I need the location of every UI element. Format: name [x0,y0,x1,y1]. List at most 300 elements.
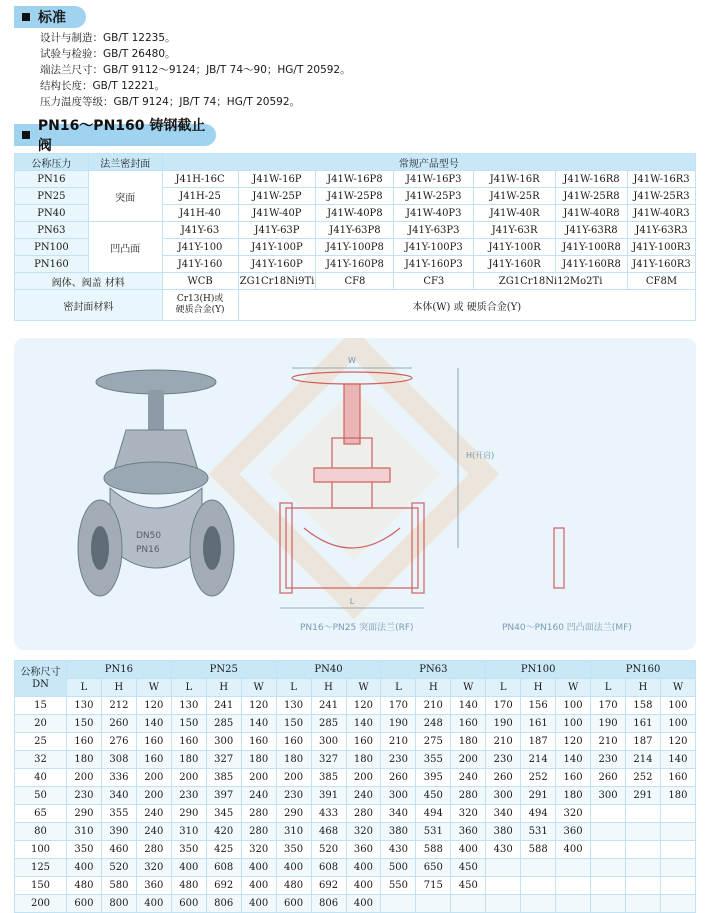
value-cell: 190 [381,715,416,733]
value-cell: 430 [381,841,416,859]
value-cell: 400 [241,859,276,877]
value-cell: 240 [346,787,381,805]
value-cell: 400 [276,859,311,877]
value-cell: 187 [626,733,661,751]
pressure-cell: PN160 [15,256,89,273]
value-cell [381,895,416,913]
value-cell: 390 [101,823,136,841]
section-title: PN16～PN160 铸钢截止阀 [37,118,206,154]
pressure-cell: PN16 [15,171,89,188]
value-cell: 520 [311,841,346,859]
value-cell: 230 [591,751,626,769]
value-cell [626,841,661,859]
value-cell: 340 [381,805,416,823]
value-cell: 160 [136,733,171,751]
value-cell: 531 [521,823,556,841]
dn-cell: 200 [15,895,67,913]
value-cell: 320 [346,823,381,841]
value-cell: 385 [206,769,241,787]
dn-cell: 150 [15,877,67,895]
model-cell: J41W-40R8 [556,205,628,222]
model-cell: J41Y-100R8 [556,239,628,256]
group-header: PN160 [591,661,696,679]
value-cell: 120 [660,733,695,751]
model-cell: J41Y-63P3 [394,222,474,239]
model-cell: J41W-16P [238,171,316,188]
value-cell: 400 [346,895,381,913]
square-bullet-icon [22,131,30,139]
sub-header: H [626,679,661,697]
value-cell: 260 [486,769,521,787]
value-cell: 494 [416,805,451,823]
model-cell: J41Y-160P [238,256,316,273]
dn-cell: 80 [15,823,67,841]
value-cell: 400 [136,895,171,913]
value-cell: 210 [591,733,626,751]
model-cell: J41Y-160R8 [556,256,628,273]
value-cell: 150 [171,715,206,733]
value-cell: 180 [171,751,206,769]
value-cell [486,895,521,913]
value-cell: 355 [416,751,451,769]
value-cell: 160 [241,733,276,751]
value-cell: 241 [206,697,241,715]
value-cell: 385 [311,769,346,787]
material-cell: WCB [162,273,238,290]
header-cell: 常规产品型号 [162,154,695,171]
model-cell: J41Y-63R8 [556,222,628,239]
value-cell: 608 [311,859,346,877]
value-cell: 200 [451,751,486,769]
value-cell: 120 [136,697,171,715]
square-bullet-icon [22,13,30,21]
pressure-cell: PN25 [15,188,89,205]
value-cell: 520 [101,859,136,877]
value-cell: 187 [521,733,556,751]
value-cell: 160 [451,715,486,733]
model-cell: J41W-25R [474,188,556,205]
value-cell: 310 [171,823,206,841]
value-cell: 156 [521,697,556,715]
value-cell: 500 [381,859,416,877]
model-cell: J41W-40R [474,205,556,222]
value-cell [626,895,661,913]
value-cell: 130 [171,697,206,715]
dim-w-label: W [348,356,356,365]
value-cell: 100 [660,697,695,715]
table-row [15,715,696,733]
model-cell: J41W-16R8 [556,171,628,188]
value-cell: 285 [206,715,241,733]
value-cell [556,877,591,895]
sub-header: H [416,679,451,697]
value-cell: 170 [591,697,626,715]
value-cell: 200 [67,769,102,787]
value-cell: 190 [486,715,521,733]
model-cell: J41W-16P3 [394,171,474,188]
value-cell: 100 [556,715,591,733]
seal-cell: 凹凸面 [88,222,162,273]
value-cell: 380 [381,823,416,841]
value-cell: 120 [346,697,381,715]
value-cell: 531 [416,823,451,841]
value-cell: 450 [451,877,486,895]
sub-header: W [241,679,276,697]
value-cell: 600 [171,895,206,913]
value-cell: 391 [311,787,346,805]
caption-rf: PN16～PN25 突面法兰(RF) [300,623,414,633]
model-cell: J41H-16C [162,171,238,188]
value-cell: 320 [451,805,486,823]
dn-cell: 20 [15,715,67,733]
value-cell [521,859,556,877]
standard-line: 试验与检验：GB/T 26480。 [40,48,176,60]
valve-mark: PN16 [136,545,160,555]
value-cell: 200 [241,769,276,787]
value-cell: 180 [67,751,102,769]
dn-header-line: DN [32,678,49,690]
value-cell: 150 [67,715,102,733]
value-cell: 260 [101,715,136,733]
pressure-cell: PN40 [15,205,89,222]
value-cell: 260 [381,769,416,787]
value-cell: 460 [101,841,136,859]
value-cell: 350 [276,841,311,859]
value-cell [416,895,451,913]
value-cell: 260 [591,769,626,787]
value-cell: 285 [311,715,346,733]
value-cell [591,895,626,913]
model-cell: J41W-25R3 [627,188,695,205]
section-header-product [14,118,216,154]
model-cell: J41Y-100R [474,239,556,256]
seal-material-rest: 本体(W) 或 硬质合金(Y) [238,290,696,321]
value-cell: 291 [626,787,661,805]
value-cell: 161 [521,715,556,733]
table-row [15,823,696,841]
table-row [15,769,696,787]
valve-photo [78,370,234,596]
value-cell: 276 [101,733,136,751]
dim-l-label: L [349,597,355,606]
section-header-standard [14,6,86,28]
dn-cell: 15 [15,697,67,715]
model-cell: J41Y-63 [162,222,238,239]
value-cell: 480 [276,877,311,895]
value-cell: 150 [276,715,311,733]
value-cell: 327 [311,751,346,769]
dn-cell: 32 [15,751,67,769]
value-cell: 130 [67,697,102,715]
material-cell: ZG1Cr18Ni9Ti [238,273,316,290]
sub-header: H [311,679,346,697]
value-cell: 180 [451,733,486,751]
value-cell: 480 [171,877,206,895]
value-cell: 280 [241,823,276,841]
value-cell: 360 [556,823,591,841]
model-cell: J41Y-100R3 [627,239,695,256]
value-cell [556,895,591,913]
value-cell: 320 [556,805,591,823]
table-row [15,841,696,859]
value-cell: 240 [451,769,486,787]
value-cell: 350 [67,841,102,859]
value-cell: 241 [311,697,346,715]
value-cell: 230 [381,751,416,769]
value-cell: 280 [346,805,381,823]
material-cell: CF8 [316,273,394,290]
model-cell: J41Y-100P3 [394,239,474,256]
value-cell: 450 [416,787,451,805]
value-cell: 340 [101,787,136,805]
value-cell: 180 [346,751,381,769]
value-cell: 608 [206,859,241,877]
value-cell: 120 [241,697,276,715]
value-cell: 230 [171,787,206,805]
table-row [15,895,696,913]
value-cell: 100 [556,697,591,715]
value-cell [486,877,521,895]
value-cell: 210 [381,733,416,751]
value-cell [660,805,695,823]
value-cell: 494 [521,805,556,823]
seal-material-line: 硬质合金(Y) [175,305,225,315]
group-header: PN63 [381,661,486,679]
value-cell: 290 [67,805,102,823]
value-cell [626,805,661,823]
value-cell: 400 [241,877,276,895]
value-cell: 200 [276,769,311,787]
value-cell: 160 [660,769,695,787]
dn-header [15,661,67,697]
standard-line: 端法兰尺寸：GB/T 9112～9124；JB/T 74～90；HG/T 20592。 [40,64,351,76]
value-cell [626,823,661,841]
value-cell: 355 [101,805,136,823]
model-cell: J41Y-160P3 [394,256,474,273]
value-cell: 275 [416,733,451,751]
value-cell: 290 [171,805,206,823]
value-cell: 340 [486,805,521,823]
value-cell: 425 [206,841,241,859]
sub-header: L [276,679,311,697]
sub-header: H [206,679,241,697]
dn-cell: 100 [15,841,67,859]
value-cell: 310 [67,823,102,841]
dn-cell: 40 [15,769,67,787]
sub-header: L [486,679,521,697]
value-cell: 130 [276,697,311,715]
model-cell: J41Y-100P [238,239,316,256]
material-cell: CF3 [394,273,474,290]
value-cell [556,859,591,877]
sub-header: L [171,679,206,697]
value-cell [521,895,556,913]
dn-cell: 25 [15,733,67,751]
standard-line: 结构长度：GB/T 12221。 [40,80,166,92]
value-cell: 290 [276,805,311,823]
value-cell: 310 [276,823,311,841]
value-cell: 433 [311,805,346,823]
value-cell: 170 [486,697,521,715]
group-header: PN25 [171,661,276,679]
model-cell: J41Y-63P [238,222,316,239]
value-cell: 692 [206,877,241,895]
model-table [14,153,696,321]
value-cell [486,859,521,877]
sub-header: H [521,679,556,697]
seal-cell: 突面 [88,171,162,222]
model-cell: J41Y-100 [162,239,238,256]
sub-header: W [660,679,695,697]
drawing-panel [14,338,696,650]
value-cell: 550 [381,877,416,895]
value-cell: 230 [276,787,311,805]
value-cell: 336 [101,769,136,787]
valve-drawing [14,338,696,650]
value-cell: 252 [521,769,556,787]
value-cell: 806 [311,895,346,913]
value-cell: 100 [660,715,695,733]
value-cell: 160 [67,733,102,751]
value-cell: 190 [591,715,626,733]
sub-header: L [381,679,416,697]
standard-line: 压力温度等级：GB/T 9124；JB/T 74；HG/T 20592。 [40,96,301,108]
table-row [15,805,696,823]
sub-header: L [591,679,626,697]
value-cell: 240 [136,823,171,841]
value-cell: 300 [206,733,241,751]
value-cell: 300 [381,787,416,805]
value-cell: 806 [206,895,241,913]
value-cell: 230 [67,787,102,805]
value-cell [626,877,661,895]
value-cell: 588 [521,841,556,859]
value-cell: 158 [626,697,661,715]
value-cell: 400 [346,859,381,877]
model-cell: J41Y-160P8 [316,256,394,273]
value-cell: 692 [311,877,346,895]
value-cell: 650 [416,859,451,877]
standard-line: 设计与制造：GB/T 12235。 [40,32,176,44]
value-cell: 430 [486,841,521,859]
table-row [15,751,696,769]
value-cell [591,859,626,877]
value-cell [660,841,695,859]
value-cell: 580 [101,877,136,895]
dn-header-line: 公称尺寸 [20,666,61,678]
value-cell: 140 [451,697,486,715]
value-cell: 120 [556,733,591,751]
model-cell: J41W-16P8 [316,171,394,188]
group-header: PN100 [486,661,591,679]
value-cell: 715 [416,877,451,895]
value-cell: 140 [556,751,591,769]
value-cell: 140 [346,715,381,733]
value-cell [660,877,695,895]
value-cell: 395 [416,769,451,787]
sub-header: W [451,679,486,697]
value-cell: 170 [381,697,416,715]
material-cell: CF8M [627,273,695,290]
model-cell: J41W-40P [238,205,316,222]
standards-list [40,30,351,110]
dn-cell: 125 [15,859,67,877]
table-row [15,697,696,715]
value-cell: 160 [136,751,171,769]
value-cell: 180 [241,751,276,769]
value-cell: 327 [206,751,241,769]
sub-header: L [67,679,102,697]
model-cell: J41Y-100P8 [316,239,394,256]
value-cell: 160 [556,769,591,787]
caption-mf: PN40～PN160 凹凸面法兰(MF) [502,623,632,633]
value-cell: 800 [101,895,136,913]
body-material-label: 阀体、阀盖 材料 [15,273,163,290]
value-cell: 140 [241,715,276,733]
header-cell: 法兰密封面 [88,154,162,171]
group-header: PN16 [67,661,172,679]
pressure-cell: PN100 [15,239,89,256]
value-cell: 400 [556,841,591,859]
value-cell: 140 [660,751,695,769]
value-cell: 280 [241,805,276,823]
value-cell: 400 [241,895,276,913]
value-cell [591,841,626,859]
valve-mark: DN50 [136,531,162,541]
sub-header: W [556,679,591,697]
model-cell: J41Y-160 [162,256,238,273]
dn-cell: 65 [15,805,67,823]
value-cell: 252 [626,769,661,787]
value-cell: 212 [101,697,136,715]
value-cell: 240 [136,805,171,823]
value-cell: 300 [591,787,626,805]
value-cell: 397 [206,787,241,805]
value-cell: 200 [136,787,171,805]
value-cell [660,823,695,841]
model-cell: J41W-40P3 [394,205,474,222]
value-cell: 600 [276,895,311,913]
model-cell: J41W-25P [238,188,316,205]
value-cell: 320 [136,859,171,877]
value-cell: 160 [276,733,311,751]
value-cell: 300 [311,733,346,751]
pressure-cell: PN63 [15,222,89,239]
model-cell: J41W-25P3 [394,188,474,205]
table-row [15,787,696,805]
model-cell: J41W-40P8 [316,205,394,222]
value-cell: 180 [556,787,591,805]
value-cell: 588 [416,841,451,859]
model-cell: J41Y-160R [474,256,556,273]
value-cell: 600 [67,895,102,913]
value-cell: 210 [486,733,521,751]
value-cell: 400 [451,841,486,859]
dn-cell: 50 [15,787,67,805]
model-cell: J41W-16R3 [627,171,695,188]
value-cell [660,895,695,913]
value-cell: 230 [486,751,521,769]
section-title: 标准 [38,10,66,26]
value-cell: 161 [626,715,661,733]
model-cell: J41H-25 [162,188,238,205]
value-cell: 200 [171,769,206,787]
value-cell [591,805,626,823]
seal-material-line: Cr13(H)或 [176,294,224,304]
value-cell: 240 [241,787,276,805]
value-cell: 248 [416,715,451,733]
value-cell: 200 [346,769,381,787]
